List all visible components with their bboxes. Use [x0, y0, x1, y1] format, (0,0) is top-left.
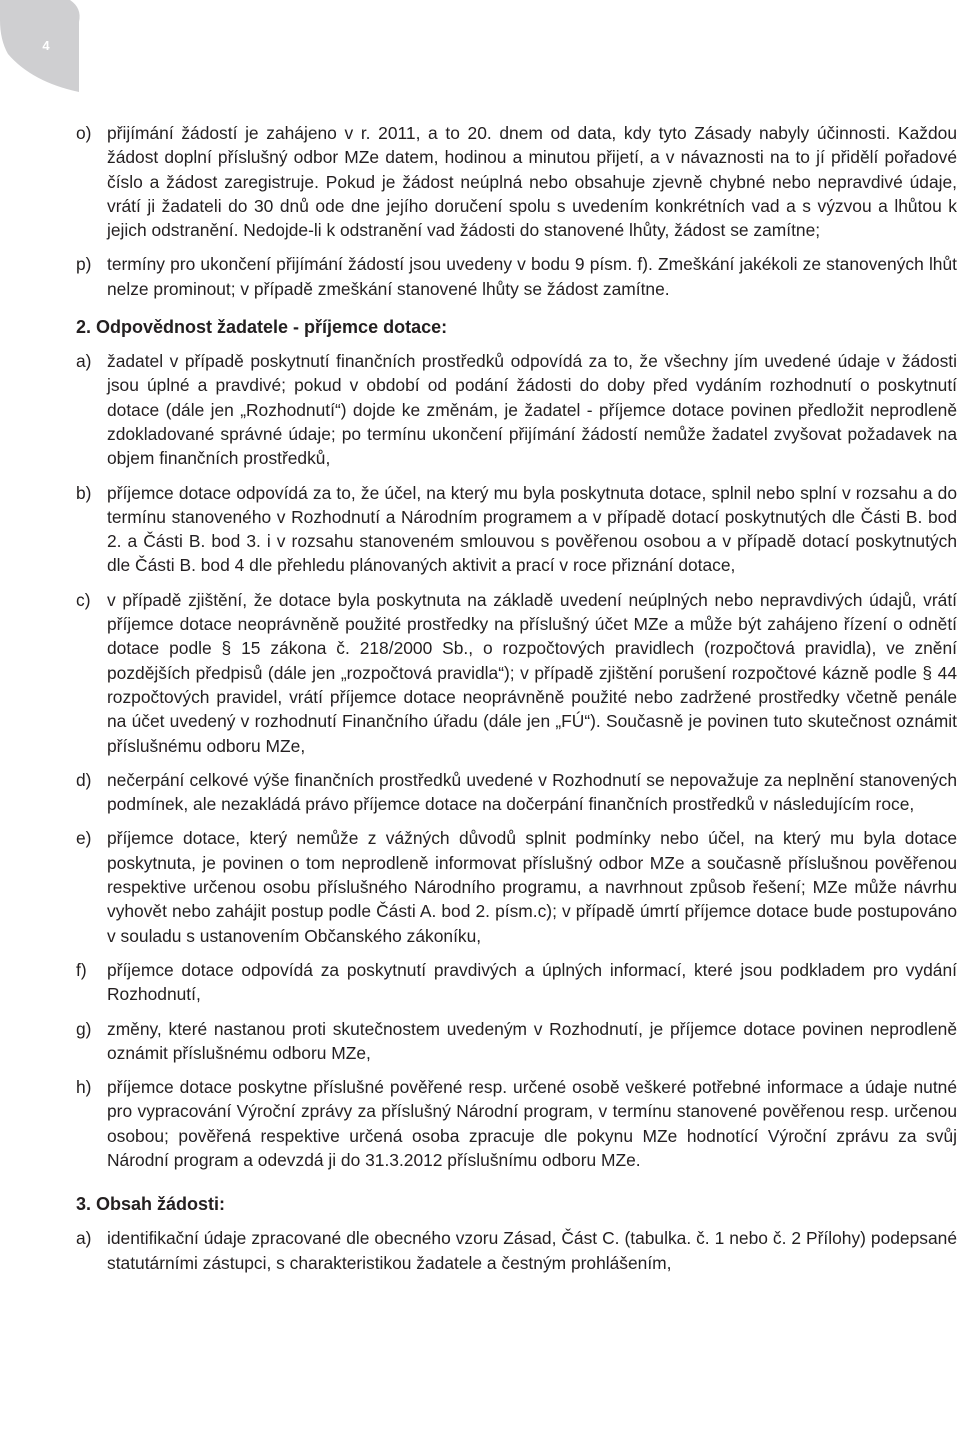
list-item-2b: [76, 481, 957, 578]
list-text: identifikační údaje zpracované dle obecného vzoru Zásad, Část C. (tabulka. č. 1 nebo č. 2 Přílohy) podepsané statutárními zástupci, s charakteristikou žadatele a čestným prohlášením,: [107, 1228, 957, 1273]
document-body: [76, 121, 957, 1285]
list-marker: p): [76, 254, 92, 275]
list-text: příjemce dotace odpovídá za to, že účel, na který mu byla poskytnuta dotace, splnil nebo splní v rozsahu a do termínu stanoveného v Rozhodnutí a Národním programem a v případě dotací poskytnutých dle Části B. bod 2. a Části B. bod 3. i v rozsahu stanoveném smlouvou s pověřenou osobou a v případě dotací poskytnutých dle Části B. bod 4 dle přehledu plánovaných aktivit a prací v roce přiznání dotace,: [107, 482, 957, 576]
list-item-2g: [76, 1017, 957, 1066]
list-marker: e): [76, 828, 92, 849]
list-text: změny, které nastanou proti skutečnostem uvedeným v Rozhodnutí, je příjemce dotace povinen neprodleně oznámit příslušnému odboru MZe,: [107, 1018, 957, 1063]
list-marker: o): [76, 123, 92, 143]
list-text: termíny pro ukončení přijímání žádostí jsou uvedeny v bodu 9 písm. f). Zmeškání jakékoli ze stanovených lhůt nelze prominout; v případě zmeškání stanovené lhůty se žádost zamítne.: [107, 254, 957, 299]
list-marker: h): [76, 1077, 92, 1098]
list-text: žadatel v případě poskytnutí finančních prostředků odpovídá za to, že všechny jím uvedené údaje v žádosti jsou úplné a pravdivé; pokud v období od podání žádosti do doby před vydáním rozhodnutí o poskytnutí dotace (dále jen „Rozhodnutí“) dojde ke změnám, je žadatel - příjemce dotace povinen předložit neprodleně zdokladované správné údaje; po termínu ukončení přijímání žádostí nemůže žadatel zvyšovat požadavek na objem finančních prostředků,: [107, 351, 957, 469]
list-text: příjemce dotace poskytne příslušné pověřené resp. určené osobě veškeré potřebné informace a údaje nutné pro vypracování Výroční zprávy za příslušný Národní program, v termínu stanovené pověřenou resp. určenou osobou; pověřená respektive určená osoba zpracuje dle pokynu MZe hodnotící Výroční zprávu za svůj Národní program a odevzdá ji do 31.3.2012 příslušnímu odboru MZe.: [107, 1077, 957, 1170]
list-text: příjemce dotace, který nemůže z vážných důvodů splnit podmínky nebo účel, na který mu byla dotace poskytnuta, je povinen o tom neprodleně informovat příslušný odbor MZe a současně příslušnou pověřenou respektive určenou osobu příslušného Národního programu, a navrhnout způsob řešení; MZe může návrhu vyhovět nebo zahájit postup podle Části A. bod 2. písm.c); v případě úmrtí příjemce dotace bude postupováno v souladu s ustanovením Občanského zákoníku,: [107, 828, 957, 946]
list-text: nečerpání celkové výše finančních prostředků uvedené v Rozhodnutí se nepovažuje za neplnění stanovených podmínek, ale nezakládá právo příjemce dotace na dočerpání finančních prostředků v následujícím roce,: [107, 769, 957, 815]
list-item-2h: [76, 1075, 957, 1172]
section-heading-2: 2. Odpovědnost žadatele - příjemce dotace:: [76, 317, 448, 338]
list-item-o: [76, 121, 957, 242]
page-number: 4: [42, 38, 50, 53]
section-heading-3: 3. Obsah žádosti:: [76, 1194, 226, 1215]
list-text: příjemce dotace odpovídá za poskytnutí pravdivých a úplných informací, které jsou podkladem pro vydání Rozhodnutí,: [107, 959, 957, 1005]
list-marker: g): [76, 1018, 92, 1039]
list-item-2e: [76, 826, 957, 947]
list-marker: c): [76, 589, 91, 610]
list-item-2f: [76, 958, 957, 1007]
list-item-3a: [76, 1226, 957, 1275]
list-marker: d): [76, 769, 92, 790]
list-item-2a: [76, 349, 957, 470]
list-text: přijímání žádostí je zahájeno v r. 2011, a to 20. dnem od data, kdy tyto Zásady nabyly účinnosti. Každou žádost doplní příslušný odbor MZe datem, hodinou a minutou přijetí, a v návaznosti na to jí přidělí pořadové číslo a žádost zaregistruje. Pokud je žádost neúplná nebo obsahuje zjevně chybné nebo nepravdivé údaje, vrátí ji žadateli do 30 dnů ode dne jejího doručení spolu s uvedením konkrétních vad a s výzvou a lhůtou k jejich odstranění. Nedojde-li k odstranění vad žádosti do stanovené lhůty, žádost se zamítne;: [107, 123, 957, 241]
list-text: v případě zjištění, že dotace byla poskytnuta na základě uvedení neúplných nebo nepravdivých údajů, vrátí příjemce dotace neoprávněně použité prostředky na příslušný účet MZe a může být zahájeno řízení o odnětí dotace podle § 15 zákona č. 218/2000 Sb., o rozpočtových pravidlech (rozpočtová pravidla), ve znění pozdějších předpisů (dále jen „rozpočtová pravidla“); v případě zjištění porušení rozpočtové kázně podle § 44 rozpočtových pravidel, vrátí příjemce dotace neoprávněně použité nebo zadržené prostředky včetně penále na účet uvedený v rozhodnutí Finančního úřadu (dále jen „FÚ“). Současně je povinen tuto skutečnost oznámit příslušnému odboru MZe,: [107, 589, 957, 756]
list-marker: f): [76, 959, 87, 980]
list-marker: a): [76, 351, 92, 372]
list-item-2c: [76, 588, 957, 758]
list-marker: b): [76, 482, 92, 503]
list-marker: a): [76, 1228, 92, 1249]
list-item-p: [76, 252, 957, 301]
list-item-2d: [76, 768, 957, 817]
